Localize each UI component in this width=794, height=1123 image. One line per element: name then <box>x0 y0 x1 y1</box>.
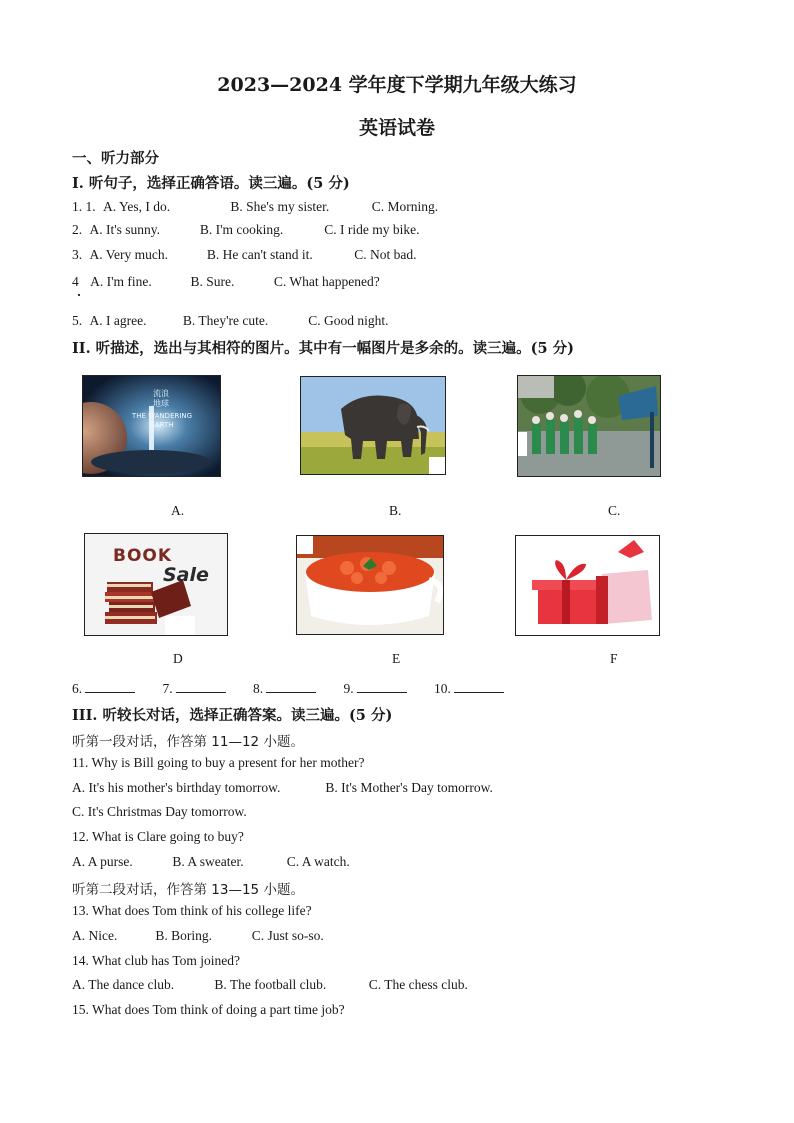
section-2-heading: II. 听描述，选出与其相符的图片。其中有一幅图片是多余的。读三遍。(5 分) <box>72 340 575 357</box>
question-row <box>72 854 350 870</box>
question-row <box>72 247 417 263</box>
elephant-image <box>300 376 446 475</box>
option-b: B. It's Mother's Day tomorrow. <box>325 780 493 795</box>
option-b: B. Boring. <box>155 928 213 943</box>
answer-blank[interactable] <box>357 692 407 693</box>
svg-text:地球: 地球 <box>153 399 169 408</box>
dialog-2-intro: 听第二段对话，作答第 13—15 小题。 <box>72 882 304 898</box>
picture-label-b: B. <box>389 503 402 518</box>
question-12: 12. What is Clare going to buy? <box>72 829 244 844</box>
option-c: C. What happened? <box>273 274 380 289</box>
part-heading: 一、听力部分 <box>72 150 159 167</box>
question-15: 15. What does Tom think of doing a part time job? <box>72 1002 345 1017</box>
option-a: A. Yes, I do. <box>103 199 171 214</box>
picture-label-e: E <box>392 651 401 666</box>
poster-text: THE WANDERING EARTH <box>131 412 193 429</box>
option-c: C. It's Christmas Day tomorrow. <box>72 804 247 819</box>
option-a: A. Very much. <box>89 247 168 262</box>
option-a: A. A purse. <box>72 854 133 869</box>
answer-blank-row <box>72 681 504 697</box>
question-number: 1. 1. <box>72 199 96 214</box>
question-row <box>72 780 493 796</box>
option-b: B. I'm cooking. <box>199 222 284 237</box>
option-b: B. They're cute. <box>182 313 269 328</box>
gift-box-image <box>515 535 660 636</box>
page-title: 2023—2024 学年度下学期九年级大练习 <box>217 74 577 96</box>
movie-poster-image <box>82 375 221 477</box>
question-number: 2. <box>72 222 83 237</box>
option-a: A. Nice. <box>72 928 118 943</box>
option-b: B. Sure. <box>190 274 235 289</box>
book-sale-text-book: BOOK <box>113 546 173 566</box>
option-b: B. The football club. <box>214 977 327 992</box>
picture-label-d: D <box>173 651 183 666</box>
answer-label: 6. <box>72 681 83 696</box>
basketball-image <box>517 375 661 477</box>
question-number: 4 <box>72 274 79 289</box>
option-c: C. The chess club. <box>368 977 468 992</box>
picture-label-c: C. <box>608 503 621 518</box>
question-14: 14. What club has Tom joined? <box>72 953 241 968</box>
option-a: A. I'm fine. <box>90 274 152 289</box>
section-1-heading: I. 听句子，选择正确答语。读三遍。(5 分) <box>72 175 350 192</box>
picture-label-a: A. <box>171 503 185 518</box>
book-sale-text-sale: Sale <box>163 564 209 586</box>
option-a: A. It's his mother's birthday tomorrow. <box>72 780 281 795</box>
option-a: A. It's sunny. <box>89 222 161 237</box>
svg-text:流浪: 流浪 <box>153 389 169 398</box>
question-row <box>72 313 389 329</box>
stray-mark <box>78 294 80 296</box>
option-c: C. I ride my bike. <box>324 222 420 237</box>
option-a: A. The dance club. <box>72 977 175 992</box>
question-number: 5. <box>72 313 83 328</box>
answer-blank[interactable] <box>454 692 504 693</box>
question-row <box>72 977 468 993</box>
answer-label: 8. <box>253 681 264 696</box>
answer-blank[interactable] <box>85 692 135 693</box>
answer-label: 10. <box>434 681 451 696</box>
answer-blank[interactable] <box>176 692 226 693</box>
food-bowl-image <box>296 535 444 635</box>
picture-label-f: F <box>610 651 618 666</box>
option-a: A. I agree. <box>89 313 147 328</box>
option-c: C. Good night. <box>308 313 389 328</box>
option-b: B. She's my sister. <box>230 199 330 214</box>
question-11: 11. Why is Bill going to buy a present for her mother? <box>72 755 365 770</box>
option-c: C. Not bad. <box>354 247 417 262</box>
page-subtitle: 英语试卷 <box>358 117 435 139</box>
book-sale-image <box>84 533 228 636</box>
question-number: 3. <box>72 247 83 262</box>
question-row <box>72 222 419 238</box>
question-row <box>72 928 324 944</box>
section-3-heading: III. 听较长对话，选择正确答案。读三遍。(5 分) <box>72 707 393 724</box>
option-c: C. A watch. <box>286 854 350 869</box>
dialog-1-intro: 听第一段对话，作答第 11—12 小题。 <box>72 734 304 750</box>
option-b: B. He can't stand it. <box>206 247 313 262</box>
question-row <box>72 199 438 215</box>
answer-blank[interactable] <box>266 692 316 693</box>
option-c: C. Just so-so. <box>251 928 324 943</box>
answer-label: 7. <box>162 681 173 696</box>
question-row <box>72 274 380 290</box>
answer-label: 9. <box>343 681 354 696</box>
question-13: 13. What does Tom think of his college life? <box>72 903 312 918</box>
option-b: B. A sweater. <box>172 854 244 869</box>
option-c: C. Morning. <box>371 199 439 214</box>
